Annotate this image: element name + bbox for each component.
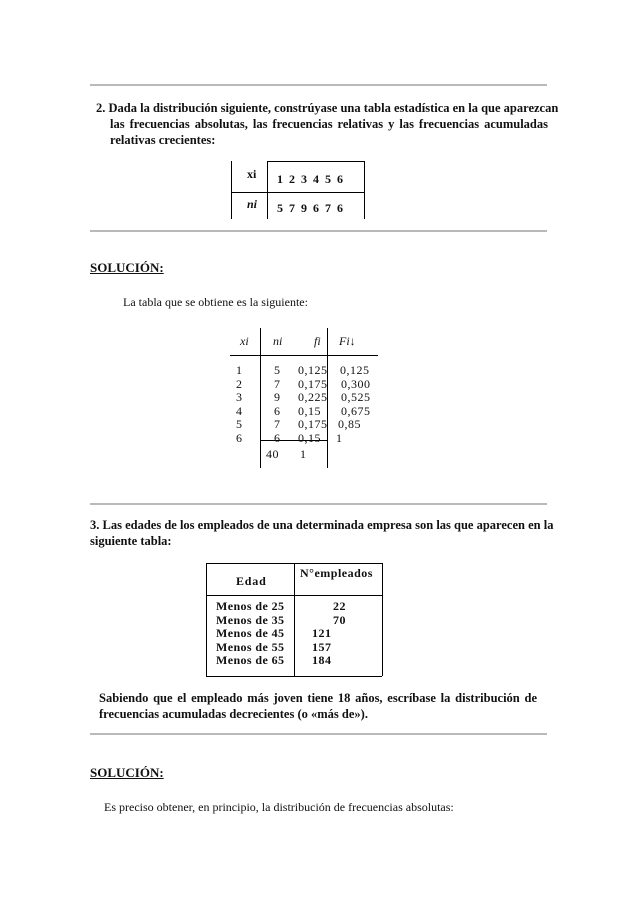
list-item: 0,15 bbox=[298, 403, 321, 418]
list-item: 157 bbox=[312, 639, 332, 654]
list-item: Menos de 45 bbox=[216, 626, 285, 640]
table-border bbox=[231, 161, 232, 219]
table-border bbox=[267, 161, 268, 219]
distribution-table bbox=[231, 161, 364, 219]
xi-values: 1 2 3 4 5 6 bbox=[277, 172, 343, 186]
list-item: 1 bbox=[236, 363, 243, 377]
list-item: 0,225 bbox=[298, 390, 328, 404]
list-item: 2 bbox=[236, 376, 243, 391]
solution-intro: La tabla que se obtiene es la siguiente: bbox=[123, 295, 308, 309]
table-border bbox=[206, 676, 382, 677]
list-item: 0,15 bbox=[298, 430, 321, 445]
divider bbox=[90, 503, 547, 505]
list-item: 0,85 bbox=[338, 417, 361, 431]
header-xi: xi bbox=[240, 334, 249, 348]
table-border bbox=[206, 595, 382, 596]
list-item: 70 bbox=[333, 612, 346, 627]
ages-column bbox=[216, 600, 294, 668]
total-fi: 1 bbox=[300, 447, 306, 461]
header-edad: Edad bbox=[236, 574, 267, 588]
header-Fi: Fi↓ bbox=[339, 334, 356, 348]
divider bbox=[90, 230, 547, 232]
problem-2-statement: 2. Dada la distribución siguiente, constrúyase una tabla estadística en la que aparezcan bbox=[96, 101, 559, 115]
ni-column bbox=[274, 364, 288, 445]
list-item: Menos de 25 bbox=[216, 599, 285, 613]
ni-values: 5 7 9 6 7 6 bbox=[277, 201, 343, 215]
problem-3-statement: 3. Las edades de los empleados de una determinada empresa son las que aparecen en la siguiente tabla: bbox=[90, 518, 554, 548]
list-item: 0,525 bbox=[341, 390, 371, 404]
list-item: Menos de 35 bbox=[216, 612, 285, 627]
solution-intro: Es preciso obtener, en principio, la distribución de frecuencias absolutas: bbox=[104, 800, 454, 814]
table-border bbox=[382, 563, 383, 676]
divider bbox=[90, 84, 547, 86]
xi-label: xi bbox=[247, 167, 257, 181]
header-fi: fi bbox=[314, 334, 321, 348]
list-item: 5 bbox=[236, 417, 243, 431]
list-item: 1 bbox=[336, 430, 343, 445]
header-empleados: N°empleados bbox=[300, 566, 373, 580]
solution-heading: SOLUCIÓN: bbox=[90, 260, 164, 275]
list-item: 6 bbox=[274, 430, 281, 445]
Fi-column bbox=[338, 364, 380, 445]
ni-label: ni bbox=[247, 197, 258, 211]
list-item: 121 bbox=[312, 626, 332, 640]
table-border bbox=[206, 563, 382, 564]
table-border bbox=[260, 328, 261, 468]
frequency-table bbox=[230, 328, 378, 468]
employees-column bbox=[312, 600, 346, 668]
solution-heading: SOLUCIÓN: bbox=[90, 765, 164, 780]
list-item: 4 bbox=[236, 403, 243, 418]
list-item: 5 bbox=[274, 363, 281, 377]
list-item: 6 bbox=[274, 403, 281, 418]
xi-column bbox=[236, 364, 250, 445]
list-item: 6 bbox=[236, 430, 243, 445]
table-border bbox=[267, 161, 364, 162]
list-item: 0,125 bbox=[340, 363, 370, 377]
list-item: 184 bbox=[312, 653, 332, 667]
list-item: 0,300 bbox=[341, 376, 371, 391]
ages-table bbox=[206, 563, 382, 676]
problem-3-question: Sabiendo que el empleado más joven tiene 18 años, escríbase la distribución de frecuencias acumuladas decrecientes (o «más de»). bbox=[99, 691, 537, 721]
list-item: Menos de 55 bbox=[216, 639, 285, 654]
table-border bbox=[294, 563, 295, 676]
table-border bbox=[206, 563, 207, 676]
problem-2-statement-cont: las frecuencias absolutas, las frecuencias relativas y las frecuencias acumuladas relativas crecientes: bbox=[110, 117, 548, 147]
header-ni: ni bbox=[273, 334, 283, 348]
list-item: 22 bbox=[333, 599, 346, 613]
list-item: Menos de 65 bbox=[216, 653, 285, 667]
list-item: 3 bbox=[236, 390, 243, 404]
list-item: 0,125 bbox=[298, 363, 328, 377]
list-item: 0,675 bbox=[341, 403, 371, 418]
list-item: 9 bbox=[274, 390, 281, 404]
list-item: 0,175 bbox=[298, 417, 328, 431]
fi-column bbox=[298, 364, 338, 445]
table-border bbox=[364, 161, 365, 219]
table-border bbox=[231, 192, 364, 193]
list-item: 7 bbox=[274, 417, 281, 431]
list-item: 0,175 bbox=[298, 376, 328, 391]
total-ni: 40 bbox=[266, 447, 279, 461]
table-border bbox=[230, 355, 378, 356]
list-item: 7 bbox=[274, 376, 281, 391]
divider bbox=[90, 733, 547, 735]
